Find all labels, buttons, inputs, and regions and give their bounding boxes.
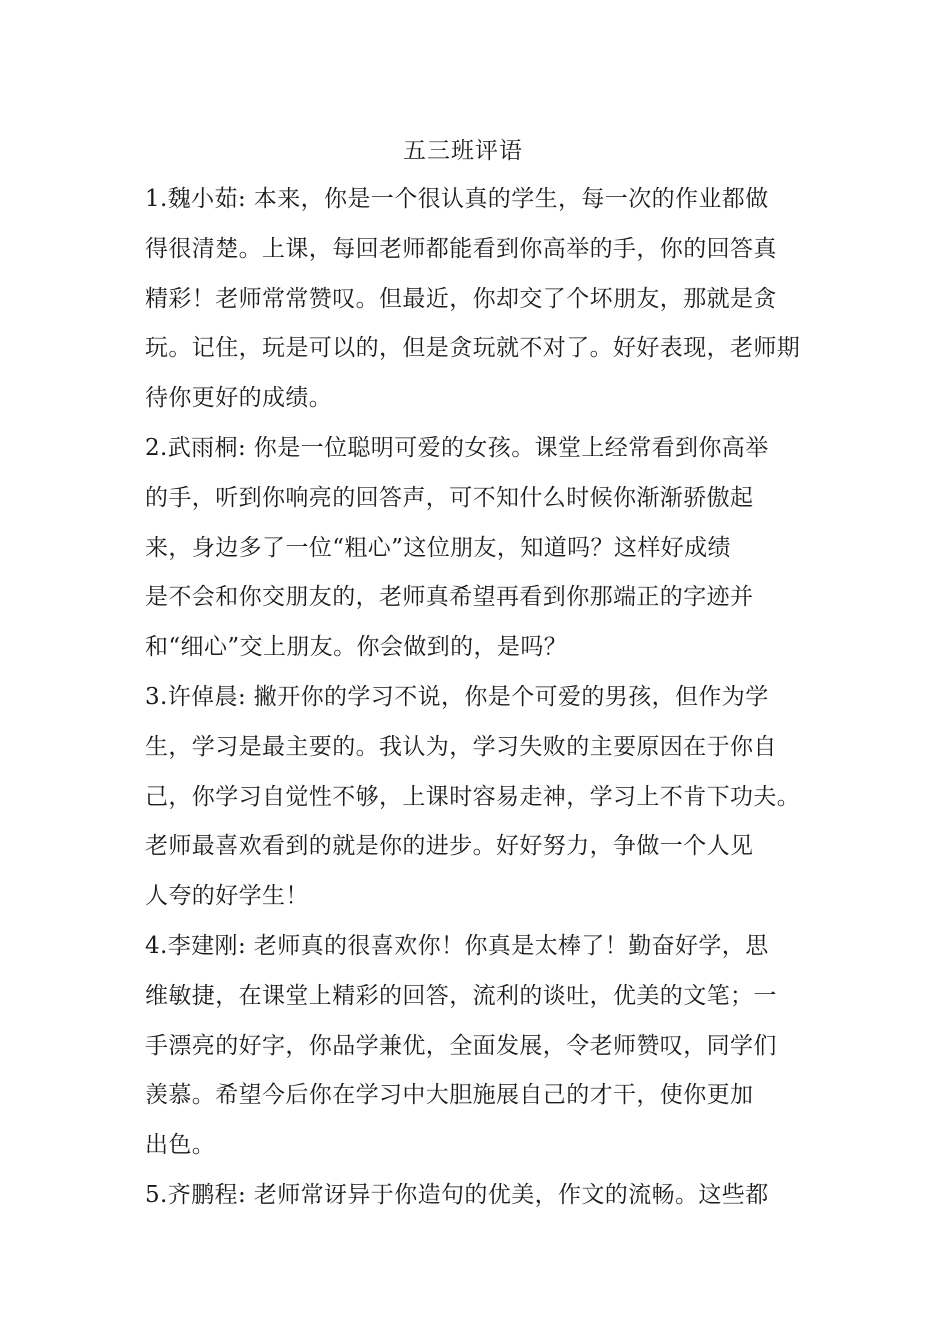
text-line: 己，你学习自觉性不够，上课时容易走神，学习上不肯下功夫。 — [145, 783, 801, 810]
document-title: 五三班评语 — [403, 138, 523, 164]
text-line: 4.李建刚: 老师真的很喜欢你！你真是太棒了！勤奋好学，思 — [145, 932, 769, 959]
text-line: 的手，听到你响亮的回答声，可不知什么时候你渐渐骄傲起 — [145, 484, 754, 511]
text-line: 1.魏小茹: 本来，你是一个很认真的学生，每一次的作业都做 — [145, 186, 769, 212]
document-body — [145, 179, 825, 1225]
text-line: 生，学习是最主要的。我认为，学习失败的主要原因在于你自 — [145, 733, 777, 760]
text-line: 2.武雨桐: 你是一位聪明可爱的女孩。课堂上经常看到你高举 — [145, 434, 769, 461]
text-line: 维敏捷，在课堂上精彩的回答，流利的谈吐，优美的文笔；一 — [145, 982, 777, 1009]
text-line: 3.许倬晨: 撇开你的学习不说，你是个可爱的男孩，但作为学 — [145, 683, 769, 710]
text-line: 手漂亮的好字，你品学兼优，全面发展，令老师赞叹，同学们 — [145, 1032, 777, 1059]
text-line: 玩。记住，玩是可以的，但是贪玩就不对了。好好表现，老师期 — [145, 335, 801, 362]
text-line: 是不会和你交朋友的，老师真希望再看到你那端正的字迹并 — [145, 584, 754, 611]
text-line: 人夸的好学生！ — [145, 883, 309, 910]
text-line: 和“细心”交上朋友。你会做到的，是吗？ — [145, 634, 568, 661]
text-line: 待你更好的成绩。 — [145, 385, 333, 412]
text-line: 羡慕。希望今后你在学习中大胆施展自己的才干，使你更加 — [145, 1082, 754, 1109]
text-line: 出色。 — [145, 1132, 216, 1159]
text-line: 精彩！老师常常赞叹。但最近，你却交了个坏朋友，那就是贪 — [145, 285, 777, 312]
text-line: 来，身边多了一位“粗心”这位朋友，知道吗？这样好成绩 — [145, 534, 731, 561]
text-line: 得很清楚。上课，每回老师都能看到你高举的手，你的回答真 — [145, 235, 777, 262]
text-line: 5.齐鹏程: 老师常讶异于你造句的优美，作文的流畅。这些都 — [145, 1181, 769, 1208]
text-line: 老师最喜欢看到的就是你的进步。好好努力，争做一个人见 — [145, 833, 754, 860]
